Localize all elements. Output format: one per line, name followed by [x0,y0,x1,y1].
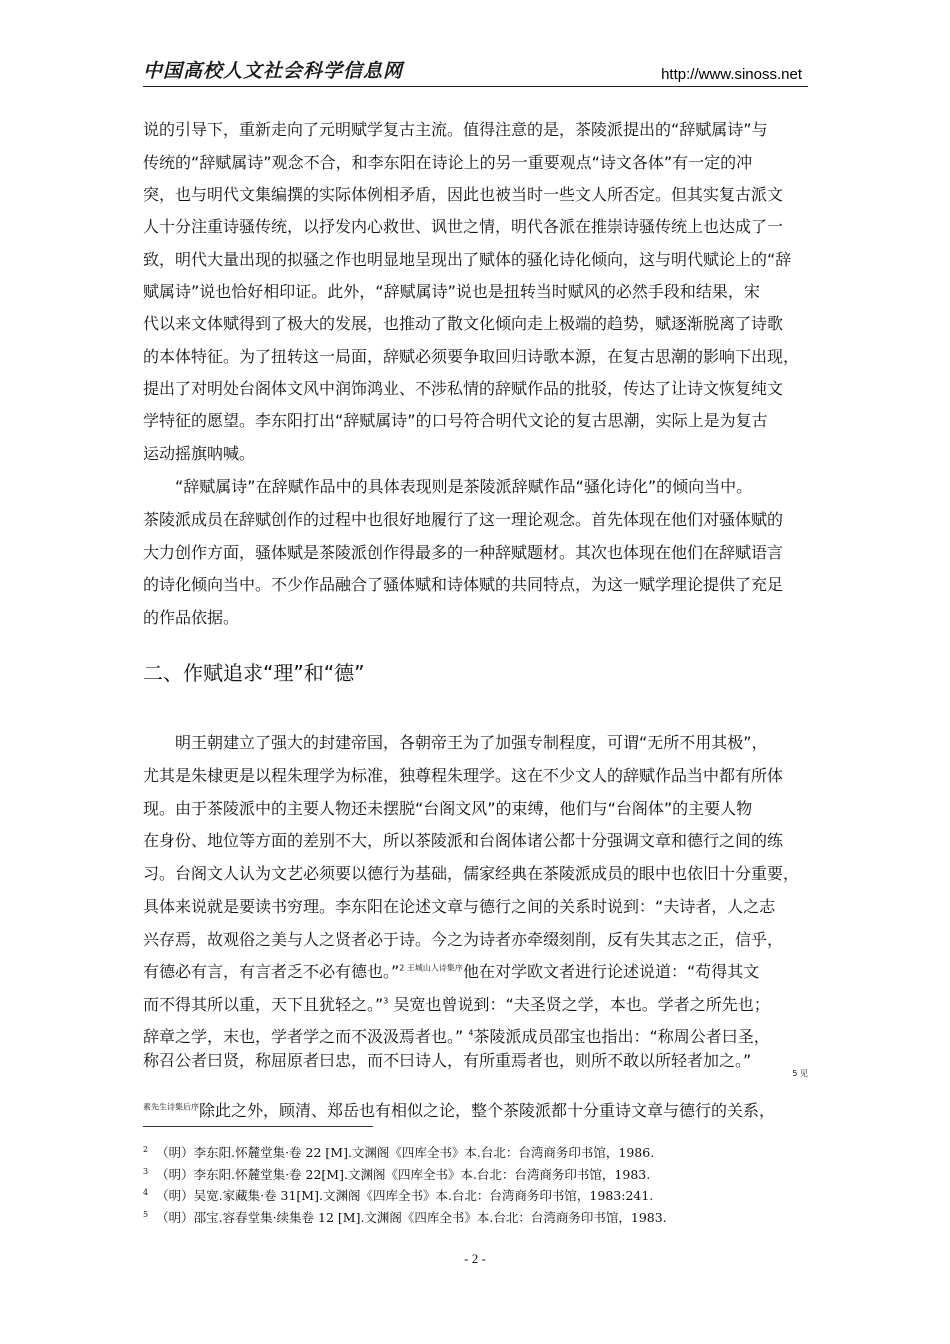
footnote-ref[interactable]: 5 见 [792,1069,808,1078]
body-line: 在身份、地位等方面的差别不大，所以茶陵派和台阁体诸公都十分强调文章和德行之间的练 [143,831,784,850]
body-line: 的本体特征。为了扭转这一局面，辞赋必须要争取回归诗歌本源，在复古思潮的影响下出现， [143,347,800,366]
body-line: 大力创作方面，骚体赋是茶陵派创作得最多的一种辞赋题材。其次也体现在他们在辞赋语言 [143,543,784,562]
footnote-number: 4 [143,1187,149,1197]
body-text: 吴宽也曾说到：“夫圣贤之学，本也。学者之所先也； [388,995,770,1014]
body-line: “辞赋属诗”在辞赋作品中的具体表现则是茶陵派辞赋作品“骚化诗化”的倾向当中。 [175,477,753,496]
body-line: 提出了对明处台阁体文风中润饰鸿业、不涉私情的辞赋作品的批驳，传达了让诗文恢复纯文 [143,379,784,398]
body-text: 有德必有言，有言者乏不必有德也。” [143,962,400,981]
footnote-text: （明）吴宽.家藏集·卷 31[M].文渊阁《四库全书》本.台北：台湾商务印书馆，1983:241. [156,1188,654,1203]
body-line: 称召公者曰贤，称屈原者曰忠，而不曰诗人，有所重焉者也，则所不敢以所轻者加之。” [143,1051,752,1070]
footnote [143,1208,667,1226]
body-line: 的诗化倾向当中。不少作品融合了骚体赋和诗体赋的共同特点，为这一赋学理论提供了充足 [143,575,784,594]
section-heading: 二、作赋追求“理”和“德” [143,661,365,685]
body-line [143,959,813,982]
body-text: 而不得其所以重，天下且犹轻之。” [143,995,384,1014]
footnote-text: （明）李东阳.怀麓堂集·卷 22[M].文渊阁《四库全书》本.台北：台湾商务印书馆，1983. [156,1167,651,1182]
body-line: 说的引导下，重新走向了元明赋学复古主流。值得注意的是，茶陵派提出的“辞赋属诗”与 [143,120,768,139]
page-header [143,52,808,87]
body-text: 他在对学欧文者进行论述说道：“苟得其文 [462,962,760,981]
footnote [143,1143,654,1161]
body-text: 辞章之学，末也，学者学之而不汲汲焉者也。” [143,1027,469,1046]
body-text: 茶陵派成员邵宝也指出：“称周公者曰圣， [473,1027,770,1046]
footnote-ref[interactable]: 素先生诗集后序 [143,1102,199,1112]
body-line [143,1098,813,1121]
footnote-ref[interactable]: 2 王城山人诗集序 [399,963,463,973]
body-line: 运动摇旗呐喊。 [143,444,256,463]
body-line: 明王朝建立了强大的封建帝国，各朝帝王为了加强专制程度，可谓“无所不用其极”， [175,733,768,752]
footnote-number: 5 [143,1209,149,1219]
footnote-text: （明）邵宝.容春堂集·续集卷 12 [M].文渊阁《四库全书》本.台北：台湾商务印书馆，1983. [156,1210,667,1225]
body-line: 突，也与明代文集编撰的实际体例相矛盾，因此也被当时一些文人所否定。但其实复古派文 [143,185,784,204]
body-line: 习。台阁文人认为文艺必须要以德行为基础，儒家经典在茶陵派成员的眼中也依旧十分重要， [143,864,800,883]
site-url[interactable]: http://www.sinoss.net [661,66,802,83]
body-line: 人十分注重诗骚传统，以抒发内心救世、讽世之情，明代各派在推崇诗骚传统上也达成了一 [143,217,784,236]
footnote-ref[interactable]: 3 [383,996,389,1006]
body-line: 学特征的愿望。李东阳打出“辞赋属诗”的口号符合明代文论的复古思潮，实际上是为复古 [143,411,768,430]
body-line: 的作品依据。 [143,608,240,627]
page-number: - 2 - [464,1251,486,1266]
footnote-ref[interactable]: 4 [468,1028,474,1038]
footnote-number: 3 [143,1166,149,1176]
body-line: 兴存焉，故观俗之美与人之贤者必于诗。今之为诗者亦牵缀刻削，反有失其志之正，信乎， [143,930,784,949]
body-line [143,1024,813,1047]
body-line: 具体来说就是要读书穷理。李东阳在论述文章与德行之间的关系时说到：“夫诗者，人之志 [143,897,776,916]
body-line [143,992,813,1015]
body-line: 赋属诗”说也恰好相印证。此外，“辞赋属诗”说也是扭转当时赋风的必然手段和结果，宋 [143,282,760,301]
footnote-number: 2 [143,1144,149,1154]
body-line: 茶陵派成员在辞赋创作的过程中也很好地履行了这一理论观念。首先体现在他们对骚体赋的 [143,510,784,529]
site-logo: 中国高校人文社会科学信息网 [143,60,404,82]
footnote [143,1165,650,1183]
footnote-divider [143,1126,373,1127]
body-text: 除此之外，顾清、郑岳也有相似之论，整个茶陵派都十分重诗文章与德行的关系， [199,1101,776,1120]
footnote [143,1186,653,1204]
body-line: 代以来文体赋得到了极大的发展，也推动了散文化倾向走上极端的趋势，赋逐渐脱离了诗歌 [143,314,784,333]
body-line: 传统的“辞赋属诗”观念不合，和李东阳在诗论上的另一重要观点“诗文各体”有一定的冲 [143,153,753,172]
body-line: 致，明代大量出现的拟骚之作也明显地呈现出了赋体的骚化诗化倾向，这与明代赋论上的“辞 [143,250,792,269]
footnote-text: （明）李东阳.怀麓堂集·卷 22 [M].文渊阁《四库全书》本.台北：台湾商务印书馆，1986. [156,1145,655,1160]
body-line: 现。由于茶陵派中的主要人物还未摆脱“台阁文风”的束缚，他们与“台阁体”的主要人物 [143,799,753,818]
body-line: 尤其是朱棣更是以程朱理学为标准，独尊程朱理学。这在不少文人的辞赋作品当中都有所体 [143,766,784,785]
